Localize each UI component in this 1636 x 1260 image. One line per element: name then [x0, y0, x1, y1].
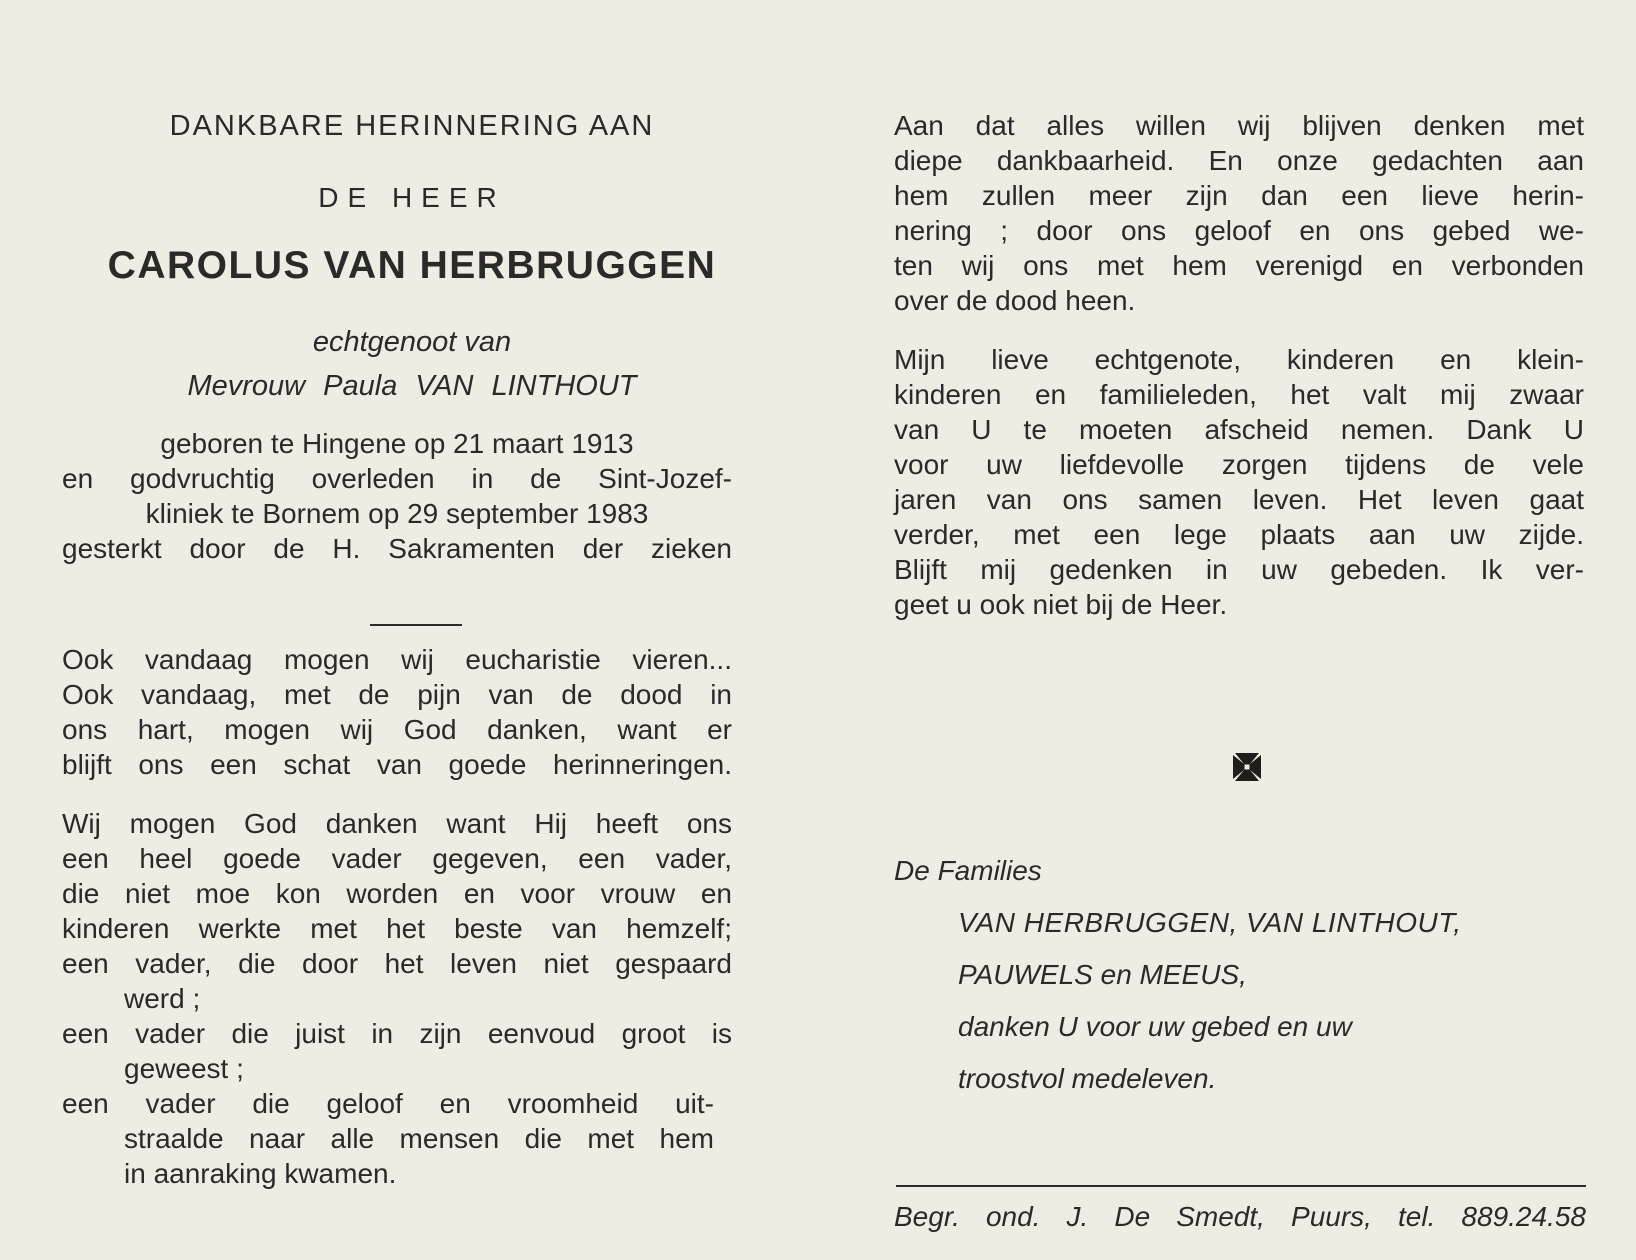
deceased-name: CAROLUS VAN HERBRUGGEN: [107, 244, 717, 287]
printer-credit: Begr. ond. J. De Smedt, Puurs, tel. 889.24.58: [894, 1201, 1586, 1232]
text-line: geweest ;: [124, 1053, 244, 1084]
text-line: kinderen werkte met het beste van hemzelf;: [62, 913, 732, 944]
text-line: Ook vandaag, met de pijn van de dood in: [62, 679, 732, 710]
thanks-line: troostvol medeleven.: [958, 1063, 1217, 1094]
spouse-name: Mevrouw Paula VAN LINTHOUT: [187, 370, 637, 402]
bio-line: kliniek te Bornem op 29 september 1983: [145, 498, 649, 529]
text-line: van U te moeten afscheid nemen. Dank U: [894, 414, 1584, 445]
text-line: een vader, die door het leven niet gespaard: [62, 948, 732, 979]
families-names: PAUWELS en MEEUS,: [958, 959, 1247, 990]
thanks-line: danken U voor uw gebed en uw: [958, 1011, 1352, 1042]
text-line: Wij mogen God danken want Hij heeft ons: [62, 808, 732, 839]
text-line: geet u ook niet bij de Heer.: [894, 589, 1228, 620]
families-names: VAN HERBRUGGEN, VAN LINTHOUT,: [958, 907, 1462, 938]
spouse-intro: echtgenoot van: [312, 326, 512, 358]
text-line: hem zullen meer zijn dan een lieve herin-: [894, 180, 1584, 211]
text-line: diepe dankbaarheid. En onze gedachten aan: [894, 145, 1584, 176]
text-line: verder, met een lege plaats aan uw zijde.: [894, 519, 1584, 550]
text-line: voor uw liefdevolle zorgen tijdens de vele: [894, 449, 1584, 480]
text-line: werd ;: [124, 983, 201, 1014]
text-line: over de dood heen.: [894, 285, 1136, 316]
text-line: straalde naar alle mensen die met hem: [124, 1123, 714, 1154]
text-line: jaren van ons samen leven. Het leven gaat: [894, 484, 1584, 515]
text-line: een vader die juist in zijn eenvoud groot is: [62, 1018, 732, 1049]
text-line: ons hart, mogen wij God danken, want er: [62, 714, 732, 745]
footer-rule: [896, 1185, 1586, 1187]
text-line: Ook vandaag mogen wij eucharistie vieren...: [62, 644, 732, 675]
text-line: nering ; door ons geloof en ons gebed we-: [894, 215, 1584, 246]
text-line: Mijn lieve echtgenote, kinderen en klein-: [894, 344, 1584, 375]
text-line: die niet moe kon worden en voor vrouw en: [62, 878, 732, 909]
text-line: blijft ons een schat van goede herinneringen.: [62, 749, 732, 780]
families-intro: De Families: [894, 855, 1042, 886]
bio-line: gesterkt door de H. Sakramenten der zieken: [62, 533, 732, 564]
bio-line: geboren te Hingene op 21 maart 1913: [160, 428, 634, 459]
text-line: een heel goede vader gegeven, een vader,: [62, 843, 732, 874]
bio-line: en godvruchtig overleden in de Sint-Jozef-: [62, 463, 732, 494]
text-line: Blijft mij gedenken in uw gebeden. Ik ver-: [894, 554, 1584, 585]
heading: DANKBARE HERINNERING AAN: [169, 110, 655, 142]
text-line: kinderen en familieleden, het valt mij zwaar: [894, 379, 1584, 410]
text-line: ten wij ons met hem verenigd en verbonden: [894, 250, 1584, 281]
title: DE HEER: [318, 182, 506, 213]
divider: [370, 624, 462, 626]
cross-icon: [1232, 752, 1262, 782]
text-line: Aan dat alles willen wij blijven denken met: [894, 110, 1584, 141]
text-line: een vader die geloof en vroomheid uit-: [62, 1088, 714, 1119]
text-line: in aanraking kwamen.: [124, 1158, 397, 1189]
